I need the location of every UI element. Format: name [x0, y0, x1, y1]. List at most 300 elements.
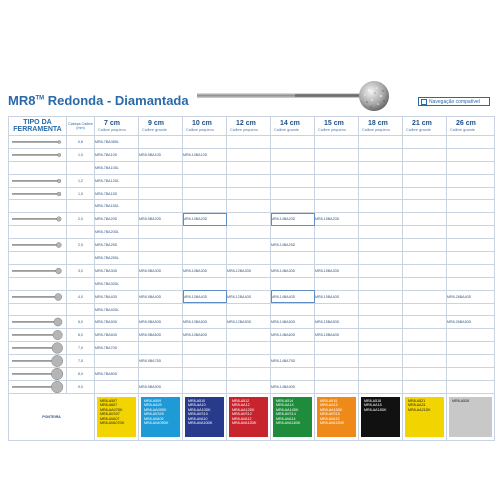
head-size-cell	[67, 200, 95, 213]
tool-illustration-cell	[9, 355, 67, 368]
tool-illustration-cell	[9, 239, 67, 252]
ponteira-tip-box[interactable]	[361, 397, 400, 437]
product-code-cell	[271, 342, 315, 355]
table-row	[9, 368, 495, 381]
product-code-cell	[359, 252, 403, 265]
ponteira-code: MR8-AA21DK	[408, 407, 431, 412]
ponteira-code: MR8-AVS14	[276, 412, 296, 417]
tool-illustration-cell	[9, 252, 67, 265]
header-col-8: 26 cm Calibre grande	[447, 117, 495, 136]
product-code-cell[interactable]: MR8-7BA12DL	[95, 174, 139, 187]
product-code-cell	[359, 174, 403, 187]
header-col-2: 10 cm Calibre pequeno	[183, 117, 227, 136]
tool-illustration-cell	[9, 290, 67, 303]
product-code-cell	[139, 303, 183, 316]
product-code-cell[interactable]: MR8-9BA90D	[139, 380, 183, 393]
product-code-cell[interactable]: MR8-7BA80D	[95, 368, 139, 381]
product-code-cell[interactable]: MR8-7BA25DL	[95, 252, 139, 265]
table-row	[9, 355, 495, 368]
burr-tool-icon	[9, 213, 67, 225]
product-code-cell	[139, 252, 183, 265]
tool-illustration-cell	[9, 187, 67, 200]
product-code-cell	[271, 277, 315, 290]
product-code-cell[interactable]: MR8-14BA60D	[271, 329, 315, 342]
product-code-cell	[447, 252, 495, 265]
product-code-cell	[315, 161, 359, 174]
header-col-3: 12 cm Calibre pequeno	[227, 117, 271, 136]
table-row	[9, 226, 495, 239]
product-code-cell[interactable]: MR8-7BA10D	[95, 148, 139, 161]
product-code-cell	[183, 252, 227, 265]
ponteira-code: MR8-AA15DK	[320, 407, 343, 412]
product-code-cell[interactable]: MR8-7BA15DL	[95, 200, 139, 213]
ponteira-tip-box[interactable]	[449, 397, 492, 437]
ponteira-code: MR8-AA09	[144, 403, 162, 408]
product-code-cell	[447, 174, 495, 187]
page-title: MR8™ Redonda - Diamantada	[8, 93, 189, 108]
ponteira-tip-box[interactable]	[317, 397, 356, 437]
product-code-cell[interactable]: MR8-9BA75D	[139, 355, 183, 368]
ponteira-cell	[359, 393, 403, 440]
product-code-cell	[359, 368, 403, 381]
product-code-cell	[139, 239, 183, 252]
product-code-cell	[447, 264, 495, 277]
ponteira-code: MR8-A512	[232, 398, 250, 403]
table-row	[9, 161, 495, 174]
tool-illustration-cell	[9, 316, 67, 329]
ponteira-row	[9, 393, 495, 440]
tool-illustration-cell	[9, 368, 67, 381]
product-code-cell	[139, 136, 183, 149]
ponteira-tip-box[interactable]	[405, 397, 444, 437]
product-code-cell[interactable]: MR8-7BA30D	[95, 264, 139, 277]
product-code-cell	[403, 200, 447, 213]
product-code-cell[interactable]: MR8-9BA40D	[139, 290, 183, 303]
product-code-cell	[447, 187, 495, 200]
table-row	[9, 329, 495, 342]
product-code-cell	[447, 239, 495, 252]
product-code-cell[interactable]: MR8-7BA10DL	[95, 161, 139, 174]
product-code-cell	[139, 226, 183, 239]
product-code-cell	[139, 277, 183, 290]
product-code-cell	[447, 368, 495, 381]
product-code-cell[interactable]: MR8-15BA50D	[315, 316, 359, 329]
product-code-cell	[447, 213, 495, 226]
product-code-cell[interactable]: MR8-12BA40D	[227, 290, 271, 303]
product-code-cell	[271, 226, 315, 239]
tool-illustration-cell	[9, 226, 67, 239]
burr-tool-icon	[9, 149, 67, 161]
product-code-cell	[315, 303, 359, 316]
table-row	[9, 303, 495, 316]
table-row	[9, 252, 495, 265]
product-code-cell[interactable]: MR8-26BA40D	[447, 290, 495, 303]
product-code-cell	[403, 277, 447, 290]
product-code-cell	[271, 303, 315, 316]
product-code-cell	[359, 239, 403, 252]
header-col-1: 9 cm Calibre grande	[139, 117, 183, 136]
product-code-cell[interactable]: MR8-14BA90D	[271, 380, 315, 393]
product-code-cell[interactable]: MR8-12BA50D	[227, 316, 271, 329]
burr-tool-icon	[9, 265, 67, 277]
product-code-cell	[359, 187, 403, 200]
tool-illustration-cell	[9, 329, 67, 342]
ponteira-code: MR8-AVA07	[100, 416, 120, 421]
ponteira-code: MR8-A526	[452, 398, 470, 403]
ponteira-code: MR8-AA09DK	[144, 407, 167, 412]
burr-tool-icon	[9, 136, 67, 148]
ponteira-tip-box[interactable]	[229, 397, 268, 437]
product-code-cell	[315, 252, 359, 265]
tool-illustration-cell	[9, 342, 67, 355]
product-code-cell	[183, 342, 227, 355]
product-code-cell	[183, 136, 227, 149]
ponteira-code: MR8-AA18	[364, 403, 382, 408]
table-row	[9, 277, 495, 290]
product-code-cell	[403, 368, 447, 381]
ponteira-code: MR8-AVA15	[320, 416, 340, 421]
ponteira-code: MR8-A518	[364, 398, 382, 403]
product-code-cell	[271, 368, 315, 381]
ponteira-tip-box[interactable]	[141, 397, 180, 437]
product-code-cell	[447, 342, 495, 355]
ponteira-tip-box[interactable]	[97, 397, 136, 437]
tool-illustration-cell	[9, 303, 67, 316]
table-header-row	[9, 117, 495, 136]
product-code-cell	[403, 380, 447, 393]
product-code-cell	[359, 342, 403, 355]
head-size-cell: 1,5	[67, 187, 95, 200]
product-code-cell	[447, 136, 495, 149]
ponteira-code: MR8-A509	[144, 398, 162, 403]
product-code-cell[interactable]: MR8-7BA60D	[95, 329, 139, 342]
product-code-cell	[227, 174, 271, 187]
product-code-cell	[315, 368, 359, 381]
product-code-cell	[227, 252, 271, 265]
table-row	[9, 264, 495, 277]
table-row	[9, 200, 495, 213]
checkbox-icon	[421, 99, 427, 105]
head-size-cell	[67, 252, 95, 265]
product-code-cell	[315, 200, 359, 213]
product-code-cell	[183, 161, 227, 174]
header-col-4: 14 cm Calibre grande	[271, 117, 315, 136]
header-col-7: 21 cm Calibre grande	[403, 117, 447, 136]
product-code-cell	[447, 303, 495, 316]
product-code-cell	[315, 136, 359, 149]
product-code-cell	[183, 200, 227, 213]
table-row	[9, 342, 495, 355]
product-code-cell[interactable]: MR8-7BA40D	[95, 290, 139, 303]
head-size-cell	[67, 226, 95, 239]
product-code-cell	[403, 303, 447, 316]
product-code-cell	[95, 380, 139, 393]
ponteira-cell	[183, 393, 227, 440]
product-code-cell[interactable]: MR8-12BA30D	[227, 264, 271, 277]
ponteira-cell	[95, 393, 139, 440]
product-code-cell	[139, 342, 183, 355]
product-code-cell[interactable]: MR8-7BA15D	[95, 187, 139, 200]
ponteira-cell	[139, 393, 183, 440]
product-code-cell	[183, 187, 227, 200]
product-code-cell	[183, 277, 227, 290]
ponteira-code: MR8-AA12	[232, 403, 250, 408]
product-code-cell	[359, 213, 403, 226]
product-code-cell	[139, 187, 183, 200]
ponteira-label: PONTEIRA	[9, 393, 95, 440]
product-code-cell	[315, 226, 359, 239]
burr-tool-icon	[9, 329, 67, 341]
product-code-cell	[447, 226, 495, 239]
product-code-cell[interactable]: MR8-7BA20DL	[95, 226, 139, 239]
product-code-cell	[227, 329, 271, 342]
diamond-burr-illustration	[195, 78, 395, 114]
tool-illustration-cell	[9, 277, 67, 290]
header-col-6: 18 cm Calibre pequeno	[359, 117, 403, 136]
product-code-cell	[227, 187, 271, 200]
product-code-cell	[359, 148, 403, 161]
table-row	[9, 316, 495, 329]
burr-tool-icon	[9, 175, 67, 187]
product-code-cell	[315, 174, 359, 187]
head-size-cell	[67, 277, 95, 290]
product-code-cell	[227, 380, 271, 393]
compatible-navigation-label: Navegação compatível	[418, 97, 490, 106]
product-code-cell[interactable]: MR8-7BA30DL	[95, 277, 139, 290]
table-row	[9, 380, 495, 393]
product-code-cell[interactable]: MR8-14BA75D	[271, 355, 315, 368]
head-size-cell: 9,0	[67, 380, 95, 393]
ponteira-code: MR8-AA12DK	[232, 407, 255, 412]
product-code-cell	[403, 174, 447, 187]
product-code-cell[interactable]: MR8-7BA25D	[95, 239, 139, 252]
product-code-cell	[403, 290, 447, 303]
product-code-cell[interactable]: MR8-7BA70D	[95, 342, 139, 355]
product-code-cell[interactable]: MR8-14BA25D	[271, 239, 315, 252]
product-code-cell	[227, 213, 271, 226]
ponteira-code: MR8-AVS09	[144, 412, 164, 417]
head-size-cell: 1,0	[67, 148, 95, 161]
head-size-cell: 6,0	[67, 329, 95, 342]
tool-illustration-cell	[9, 148, 67, 161]
head-size-cell: 4,0	[67, 290, 95, 303]
ponteira-cell	[315, 393, 359, 440]
product-code-cell	[227, 200, 271, 213]
product-code-cell[interactable]: MR8-10BA30D	[183, 264, 227, 277]
burr-tool-icon	[9, 381, 67, 393]
ponteira-code: MR8-AVA15DK	[320, 421, 345, 426]
product-code-cell	[403, 316, 447, 329]
ponteira-code: MR8-A510	[188, 398, 206, 403]
product-code-cell[interactable]: MR8-7BA08DL	[95, 136, 139, 149]
ponteira-code: MR8-AA14	[276, 403, 294, 408]
ponteira-code: MR8-AVA09DK	[144, 421, 169, 426]
tool-illustration-cell	[9, 380, 67, 393]
product-code-cell	[359, 303, 403, 316]
product-code-cell	[183, 380, 227, 393]
product-code-cell[interactable]: MR8-15BA60D	[315, 329, 359, 342]
ponteira-code: MR8-AVA12	[232, 416, 252, 421]
product-code-cell	[271, 174, 315, 187]
product-code-cell[interactable]: MR8-14BA20D	[271, 213, 315, 226]
head-size-cell: 2,0	[67, 213, 95, 226]
product-code-cell	[227, 355, 271, 368]
product-code-cell	[403, 226, 447, 239]
product-code-cell	[183, 174, 227, 187]
ponteira-code: MR8-AVS15	[320, 412, 340, 417]
product-code-cell	[447, 161, 495, 174]
product-code-cell	[315, 380, 359, 393]
ponteira-code: MR8-A514	[276, 398, 294, 403]
ponteira-cell	[271, 393, 315, 440]
product-code-cell	[271, 200, 315, 213]
product-code-cell	[315, 239, 359, 252]
ponteira-code: MR8-AVA14DK	[276, 421, 301, 426]
product-code-cell	[359, 136, 403, 149]
product-code-cell	[403, 252, 447, 265]
ponteira-cell	[227, 393, 271, 440]
product-code-cell[interactable]: MR8-15BA20D	[315, 213, 359, 226]
product-code-cell	[315, 187, 359, 200]
product-code-cell	[271, 136, 315, 149]
table-row	[9, 213, 495, 226]
product-code-cell	[315, 148, 359, 161]
product-code-cell[interactable]: MR8-7BA50D	[95, 316, 139, 329]
product-code-cell[interactable]: MR8-9BA50D	[139, 316, 183, 329]
product-code-cell	[403, 187, 447, 200]
product-code-cell	[183, 368, 227, 381]
product-code-cell[interactable]: MR8-10BA20D	[183, 213, 227, 226]
product-code-cell	[315, 355, 359, 368]
product-code-cell	[403, 342, 447, 355]
ponteira-cell	[403, 393, 447, 440]
table-row	[9, 187, 495, 200]
product-code-cell[interactable]: MR8-9BA60D	[139, 329, 183, 342]
product-code-cell	[359, 316, 403, 329]
product-code-cell	[139, 161, 183, 174]
product-code-cell[interactable]: MR8-26BA50D	[447, 316, 495, 329]
product-code-cell[interactable]: MR8-10BA10D	[183, 148, 227, 161]
product-code-cell	[403, 329, 447, 342]
product-code-cell[interactable]: MR8-7BA40DL	[95, 303, 139, 316]
product-code-cell[interactable]: MR8-14BA50D	[271, 316, 315, 329]
tool-illustration-cell	[9, 161, 67, 174]
product-code-cell	[95, 355, 139, 368]
product-code-cell	[271, 161, 315, 174]
burr-tool-icon	[9, 188, 67, 200]
ponteira-code: MR8-AVS07	[100, 412, 120, 417]
table-row	[9, 290, 495, 303]
product-code-cell[interactable]: MR8-10BA40D	[183, 290, 227, 303]
ponteira-code: MR8-AVS10	[188, 412, 208, 417]
product-code-cell	[359, 355, 403, 368]
product-code-cell	[227, 342, 271, 355]
product-code-cell	[227, 277, 271, 290]
product-code-cell	[403, 264, 447, 277]
product-code-cell	[227, 303, 271, 316]
ponteira-code: MR8-AVS12	[232, 412, 252, 417]
burr-tool-icon	[9, 291, 67, 303]
ponteira-code: MR8-A515	[320, 398, 338, 403]
head-size-cell: 3,0	[67, 264, 95, 277]
head-size-cell	[67, 303, 95, 316]
header-tool-type: TIPO DA FERRAMENTA	[9, 117, 67, 136]
ponteira-code: MR8-AVA10DK	[188, 421, 213, 426]
tool-illustration-cell	[9, 264, 67, 277]
product-code-cell	[359, 226, 403, 239]
ponteira-tip-box[interactable]	[185, 397, 224, 437]
product-code-cell[interactable]: MR8-10BA60D	[183, 329, 227, 342]
product-code-cell	[403, 239, 447, 252]
head-size-cell	[67, 161, 95, 174]
ponteira-tip-box[interactable]	[273, 397, 312, 437]
table-row	[9, 239, 495, 252]
product-code-cell	[315, 342, 359, 355]
product-code-cell	[271, 252, 315, 265]
burr-tool-icon	[9, 316, 67, 328]
product-code-cell	[271, 187, 315, 200]
head-size-cell: 1,2	[67, 174, 95, 187]
head-size-cell: 5,0	[67, 316, 95, 329]
head-size-cell: 7,0	[67, 342, 95, 355]
product-code-cell[interactable]: MR8-9BA10D	[139, 148, 183, 161]
product-code-cell[interactable]: MR8-10BA50D	[183, 316, 227, 329]
table-row	[9, 174, 495, 187]
product-code-cell[interactable]: MR8-15BA40D	[315, 290, 359, 303]
header-head-size: Cabeça Calibre (mm)	[67, 117, 95, 136]
ponteira-code: MR8-AA15	[320, 403, 338, 408]
head-size-cell: 7,5	[67, 355, 95, 368]
ponteira-code: MR8-AA18DK	[364, 407, 387, 412]
product-code-cell	[227, 136, 271, 149]
product-code-cell	[447, 380, 495, 393]
ponteira-code: MR8-AVA10	[188, 416, 208, 421]
product-code-cell[interactable]: MR8-9BA30D	[139, 264, 183, 277]
product-code-cell[interactable]: MR8-15BA30D	[315, 264, 359, 277]
product-code-cell	[403, 213, 447, 226]
product-code-cell[interactable]: MR8-14BA40D	[271, 290, 315, 303]
product-code-cell	[139, 200, 183, 213]
product-code-cell	[403, 136, 447, 149]
product-code-cell	[447, 355, 495, 368]
table-row	[9, 148, 495, 161]
product-code-cell	[359, 161, 403, 174]
product-code-cell	[227, 239, 271, 252]
ponteira-code: MR8-AA10	[188, 403, 206, 408]
product-code-cell	[183, 226, 227, 239]
product-code-cell	[447, 277, 495, 290]
burr-tool-icon	[9, 239, 67, 251]
product-code-cell[interactable]: MR8-9BA20D	[139, 213, 183, 226]
head-size-cell: 8,0	[67, 368, 95, 381]
product-code-cell	[359, 290, 403, 303]
burr-tool-icon	[9, 342, 67, 354]
ponteira-code: MR8-AA21	[408, 403, 426, 408]
product-code-cell	[359, 380, 403, 393]
product-code-cell[interactable]: MR8-14BA30D	[271, 264, 315, 277]
product-code-cell	[359, 329, 403, 342]
ponteira-code: MR8-A607	[100, 403, 118, 408]
product-code-cell	[447, 200, 495, 213]
ponteira-code: MR8-A521	[408, 398, 426, 403]
product-code-cell	[403, 161, 447, 174]
ponteira-code: MR8-AVA14	[276, 416, 296, 421]
ponteira-code: MR8-AA10DK	[188, 407, 211, 412]
product-code-cell	[227, 161, 271, 174]
tool-illustration-cell	[9, 136, 67, 149]
ponteira-code: MR8-AA14DK	[276, 407, 299, 412]
product-code-cell[interactable]: MR8-7BA20D	[95, 213, 139, 226]
